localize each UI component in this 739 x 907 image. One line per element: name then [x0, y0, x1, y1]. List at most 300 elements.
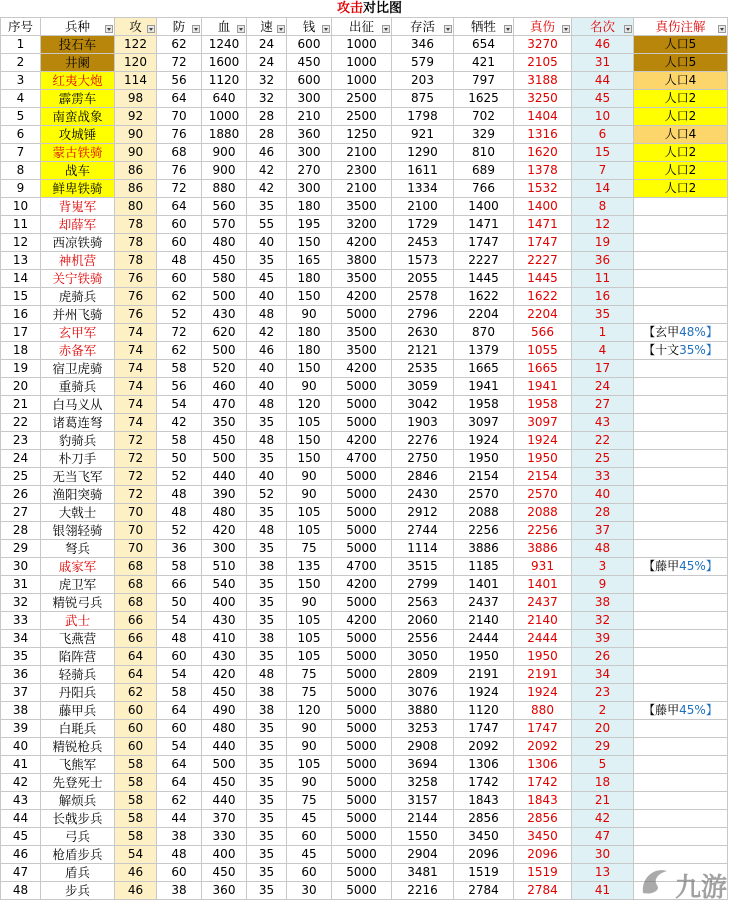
row-dmg[interactable]: 1742 [514, 774, 572, 792]
row-dead[interactable]: 1622 [454, 288, 514, 306]
row-note[interactable] [634, 540, 728, 558]
row-name[interactable]: 蒙古铁骑 [41, 144, 115, 162]
row-out[interactable]: 1250 [332, 126, 392, 144]
row-dmg[interactable]: 880 [514, 702, 572, 720]
row-atk[interactable]: 76 [115, 288, 157, 306]
table-row[interactable] [1, 576, 728, 594]
row-out[interactable]: 5000 [332, 306, 392, 324]
row-name[interactable]: 井阑 [41, 54, 115, 72]
row-spd[interactable]: 35 [247, 540, 287, 558]
table-row[interactable] [1, 792, 728, 810]
row-atk[interactable]: 58 [115, 756, 157, 774]
row-out[interactable]: 4200 [332, 288, 392, 306]
row-no[interactable]: 48 [1, 882, 41, 900]
row-dead[interactable]: 421 [454, 54, 514, 72]
row-atk[interactable]: 64 [115, 648, 157, 666]
row-rank[interactable]: 21 [572, 792, 634, 810]
row-spd[interactable]: 32 [247, 72, 287, 90]
table-row[interactable] [1, 882, 728, 900]
row-name[interactable]: 盾兵 [41, 864, 115, 882]
row-dead[interactable]: 2227 [454, 252, 514, 270]
row-spd[interactable]: 35 [247, 504, 287, 522]
row-def[interactable]: 60 [157, 720, 202, 738]
row-dmg[interactable]: 1941 [514, 378, 572, 396]
row-alive[interactable]: 2055 [392, 270, 454, 288]
row-def[interactable]: 58 [157, 558, 202, 576]
header-hp[interactable]: 血 [202, 18, 247, 36]
row-out[interactable]: 5000 [332, 378, 392, 396]
row-alive[interactable]: 3042 [392, 396, 454, 414]
row-def[interactable]: 64 [157, 702, 202, 720]
row-alive[interactable]: 2121 [392, 342, 454, 360]
row-dmg[interactable]: 2227 [514, 252, 572, 270]
row-spd[interactable]: 28 [247, 108, 287, 126]
row-note[interactable] [634, 810, 728, 828]
row-spd[interactable]: 48 [247, 522, 287, 540]
header-dmg[interactable]: 真伤 [514, 18, 572, 36]
row-name[interactable]: 西凉铁骑 [41, 234, 115, 252]
row-note[interactable] [634, 216, 728, 234]
table-row[interactable] [1, 738, 728, 756]
row-alive[interactable]: 2750 [392, 450, 454, 468]
row-atk[interactable]: 66 [115, 612, 157, 630]
row-rank[interactable]: 23 [572, 684, 634, 702]
table-row[interactable] [1, 162, 728, 180]
row-out[interactable]: 3500 [332, 324, 392, 342]
row-cost[interactable]: 90 [287, 738, 332, 756]
row-alive[interactable]: 2904 [392, 846, 454, 864]
row-dmg[interactable]: 1471 [514, 216, 572, 234]
row-no[interactable]: 18 [1, 342, 41, 360]
row-atk[interactable]: 58 [115, 810, 157, 828]
row-note[interactable] [634, 558, 728, 576]
row-out[interactable]: 5000 [332, 414, 392, 432]
row-no[interactable]: 34 [1, 630, 41, 648]
row-alive[interactable]: 2216 [392, 882, 454, 900]
row-alive[interactable]: 1114 [392, 540, 454, 558]
row-def[interactable]: 36 [157, 540, 202, 558]
row-cost[interactable]: 150 [287, 360, 332, 378]
row-dead[interactable]: 1185 [454, 558, 514, 576]
row-no[interactable]: 25 [1, 468, 41, 486]
row-atk[interactable]: 74 [115, 378, 157, 396]
row-no[interactable]: 31 [1, 576, 41, 594]
row-dmg[interactable]: 1958 [514, 396, 572, 414]
table-row[interactable] [1, 288, 728, 306]
row-dead[interactable]: 1747 [454, 234, 514, 252]
row-alive[interactable]: 2144 [392, 810, 454, 828]
row-note[interactable] [634, 288, 728, 306]
table-row[interactable] [1, 720, 728, 738]
row-no[interactable]: 27 [1, 504, 41, 522]
row-atk[interactable]: 58 [115, 792, 157, 810]
row-dmg[interactable]: 1620 [514, 144, 572, 162]
row-rank[interactable]: 28 [572, 504, 634, 522]
row-alive[interactable]: 921 [392, 126, 454, 144]
row-no[interactable]: 5 [1, 108, 41, 126]
row-cost[interactable]: 270 [287, 162, 332, 180]
row-dead[interactable]: 2444 [454, 630, 514, 648]
row-dead[interactable]: 1924 [454, 684, 514, 702]
row-out[interactable]: 5000 [332, 648, 392, 666]
row-out[interactable]: 5000 [332, 828, 392, 846]
row-cost[interactable]: 450 [287, 54, 332, 72]
row-out[interactable]: 1000 [332, 54, 392, 72]
row-spd[interactable]: 24 [247, 36, 287, 54]
row-out[interactable]: 3500 [332, 342, 392, 360]
row-no[interactable]: 24 [1, 450, 41, 468]
row-cost[interactable]: 90 [287, 378, 332, 396]
row-spd[interactable]: 52 [247, 486, 287, 504]
filter-dropdown-icon[interactable] [237, 25, 245, 33]
row-spd[interactable]: 48 [247, 666, 287, 684]
row-hp[interactable]: 1880 [202, 126, 247, 144]
row-spd[interactable]: 35 [247, 450, 287, 468]
row-dead[interactable]: 3097 [454, 414, 514, 432]
row-dead[interactable]: 1958 [454, 396, 514, 414]
row-dead[interactable]: 1924 [454, 432, 514, 450]
row-alive[interactable]: 3253 [392, 720, 454, 738]
row-hp[interactable]: 400 [202, 594, 247, 612]
row-dmg[interactable]: 1747 [514, 234, 572, 252]
row-dmg[interactable]: 1843 [514, 792, 572, 810]
row-rank[interactable]: 36 [572, 252, 634, 270]
row-alive[interactable]: 3880 [392, 702, 454, 720]
row-note[interactable] [634, 162, 728, 180]
row-atk[interactable]: 74 [115, 324, 157, 342]
row-spd[interactable]: 35 [247, 720, 287, 738]
row-cost[interactable]: 105 [287, 414, 332, 432]
row-name[interactable]: 丹阳兵 [41, 684, 115, 702]
row-name[interactable]: 枪盾步兵 [41, 846, 115, 864]
row-atk[interactable]: 58 [115, 828, 157, 846]
row-name[interactable]: 步兵 [41, 882, 115, 900]
row-no[interactable]: 7 [1, 144, 41, 162]
row-def[interactable]: 60 [157, 234, 202, 252]
row-atk[interactable]: 60 [115, 702, 157, 720]
row-out[interactable]: 2500 [332, 90, 392, 108]
row-alive[interactable]: 1729 [392, 216, 454, 234]
row-out[interactable]: 5000 [332, 702, 392, 720]
row-atk[interactable]: 54 [115, 846, 157, 864]
row-dmg[interactable]: 1401 [514, 576, 572, 594]
row-name[interactable]: 戚家军 [41, 558, 115, 576]
row-rank[interactable]: 31 [572, 54, 634, 72]
row-spd[interactable]: 42 [247, 162, 287, 180]
row-def[interactable]: 64 [157, 90, 202, 108]
row-note[interactable] [634, 144, 728, 162]
row-def[interactable]: 48 [157, 252, 202, 270]
row-name[interactable]: 诸葛连弩 [41, 414, 115, 432]
row-rank[interactable]: 27 [572, 396, 634, 414]
row-alive[interactable]: 1611 [392, 162, 454, 180]
row-atk[interactable]: 78 [115, 234, 157, 252]
row-cost[interactable]: 150 [287, 450, 332, 468]
row-rank[interactable]: 46 [572, 36, 634, 54]
row-dmg[interactable]: 3886 [514, 540, 572, 558]
row-note[interactable] [634, 378, 728, 396]
row-out[interactable]: 5000 [332, 666, 392, 684]
row-hp[interactable]: 580 [202, 270, 247, 288]
row-def[interactable]: 60 [157, 216, 202, 234]
row-name[interactable]: 大戟士 [41, 504, 115, 522]
row-name[interactable]: 无当飞军 [41, 468, 115, 486]
row-dmg[interactable]: 2256 [514, 522, 572, 540]
row-cost[interactable]: 90 [287, 594, 332, 612]
row-no[interactable]: 45 [1, 828, 41, 846]
row-alive[interactable]: 2846 [392, 468, 454, 486]
row-no[interactable]: 13 [1, 252, 41, 270]
row-cost[interactable]: 600 [287, 36, 332, 54]
table-row[interactable] [1, 396, 728, 414]
row-spd[interactable]: 46 [247, 144, 287, 162]
row-cost[interactable]: 150 [287, 576, 332, 594]
row-def[interactable]: 38 [157, 882, 202, 900]
row-rank[interactable]: 5 [572, 756, 634, 774]
row-hp[interactable]: 520 [202, 360, 247, 378]
row-hp[interactable]: 450 [202, 432, 247, 450]
row-dmg[interactable]: 1306 [514, 756, 572, 774]
row-cost[interactable]: 180 [287, 270, 332, 288]
row-atk[interactable]: 120 [115, 54, 157, 72]
row-dmg[interactable]: 2092 [514, 738, 572, 756]
row-no[interactable]: 42 [1, 774, 41, 792]
row-note[interactable] [634, 54, 728, 72]
row-cost[interactable]: 150 [287, 234, 332, 252]
table-row[interactable] [1, 666, 728, 684]
row-alive[interactable]: 3059 [392, 378, 454, 396]
row-dmg[interactable]: 1622 [514, 288, 572, 306]
row-spd[interactable]: 32 [247, 90, 287, 108]
row-dmg[interactable]: 2096 [514, 846, 572, 864]
row-rank[interactable]: 32 [572, 612, 634, 630]
row-note[interactable] [634, 324, 728, 342]
header-spd[interactable]: 速 [247, 18, 287, 36]
row-name[interactable]: 攻城锤 [41, 126, 115, 144]
row-dead[interactable]: 2256 [454, 522, 514, 540]
row-rank[interactable]: 4 [572, 342, 634, 360]
row-dmg[interactable]: 1055 [514, 342, 572, 360]
row-alive[interactable]: 3050 [392, 648, 454, 666]
row-atk[interactable]: 60 [115, 738, 157, 756]
row-atk[interactable]: 68 [115, 576, 157, 594]
row-hp[interactable]: 1000 [202, 108, 247, 126]
row-hp[interactable]: 300 [202, 540, 247, 558]
row-spd[interactable]: 42 [247, 180, 287, 198]
row-spd[interactable]: 40 [247, 360, 287, 378]
row-cost[interactable]: 105 [287, 756, 332, 774]
row-spd[interactable]: 35 [247, 612, 287, 630]
row-atk[interactable]: 72 [115, 432, 157, 450]
row-rank[interactable]: 18 [572, 774, 634, 792]
row-note[interactable] [634, 342, 728, 360]
row-out[interactable]: 2500 [332, 108, 392, 126]
row-atk[interactable]: 78 [115, 216, 157, 234]
row-dmg[interactable]: 1747 [514, 720, 572, 738]
row-rank[interactable]: 38 [572, 594, 634, 612]
table-row[interactable] [1, 774, 728, 792]
row-name[interactable]: 弩兵 [41, 540, 115, 558]
row-hp[interactable]: 330 [202, 828, 247, 846]
row-hp[interactable]: 360 [202, 882, 247, 900]
row-out[interactable]: 5000 [332, 738, 392, 756]
row-dmg[interactable]: 1950 [514, 450, 572, 468]
row-alive[interactable]: 2276 [392, 432, 454, 450]
row-hp[interactable]: 410 [202, 630, 247, 648]
row-hp[interactable]: 450 [202, 774, 247, 792]
row-hp[interactable]: 560 [202, 198, 247, 216]
row-hp[interactable]: 490 [202, 702, 247, 720]
row-hp[interactable]: 480 [202, 234, 247, 252]
row-cost[interactable]: 195 [287, 216, 332, 234]
row-atk[interactable]: 46 [115, 864, 157, 882]
row-dead[interactable]: 1401 [454, 576, 514, 594]
row-spd[interactable]: 38 [247, 630, 287, 648]
row-out[interactable]: 5000 [332, 684, 392, 702]
row-def[interactable]: 48 [157, 846, 202, 864]
row-name[interactable]: 赤备军 [41, 342, 115, 360]
row-rank[interactable]: 40 [572, 486, 634, 504]
row-rank[interactable]: 1 [572, 324, 634, 342]
row-hp[interactable]: 370 [202, 810, 247, 828]
row-alive[interactable]: 2100 [392, 198, 454, 216]
row-out[interactable]: 5000 [332, 810, 392, 828]
row-hp[interactable]: 1600 [202, 54, 247, 72]
table-row[interactable] [1, 810, 728, 828]
row-dmg[interactable]: 1400 [514, 198, 572, 216]
row-cost[interactable]: 105 [287, 612, 332, 630]
row-def[interactable]: 44 [157, 810, 202, 828]
row-cost[interactable]: 300 [287, 180, 332, 198]
row-atk[interactable]: 58 [115, 774, 157, 792]
row-cost[interactable]: 60 [287, 828, 332, 846]
row-def[interactable]: 38 [157, 828, 202, 846]
row-dmg[interactable]: 2570 [514, 486, 572, 504]
row-hp[interactable]: 400 [202, 846, 247, 864]
row-rank[interactable]: 13 [572, 864, 634, 882]
row-dead[interactable]: 2088 [454, 504, 514, 522]
row-rank[interactable]: 30 [572, 846, 634, 864]
filter-dropdown-icon[interactable] [105, 25, 113, 33]
row-hp[interactable]: 500 [202, 342, 247, 360]
row-alive[interactable]: 3157 [392, 792, 454, 810]
row-out[interactable]: 1000 [332, 72, 392, 90]
row-alive[interactable]: 3515 [392, 558, 454, 576]
row-spd[interactable]: 35 [247, 252, 287, 270]
row-def[interactable]: 60 [157, 270, 202, 288]
row-dead[interactable]: 1941 [454, 378, 514, 396]
row-dead[interactable]: 1471 [454, 216, 514, 234]
row-hp[interactable]: 1240 [202, 36, 247, 54]
row-dead[interactable]: 1747 [454, 720, 514, 738]
filter-dropdown-icon[interactable] [624, 25, 632, 33]
row-cost[interactable]: 600 [287, 72, 332, 90]
row-spd[interactable]: 35 [247, 828, 287, 846]
row-dead[interactable]: 1843 [454, 792, 514, 810]
row-atk[interactable]: 90 [115, 126, 157, 144]
row-cost[interactable]: 75 [287, 540, 332, 558]
row-dead[interactable]: 2856 [454, 810, 514, 828]
row-note[interactable] [634, 468, 728, 486]
row-name[interactable]: 霹雳车 [41, 90, 115, 108]
table-row[interactable] [1, 72, 728, 90]
table-row[interactable] [1, 342, 728, 360]
row-cost[interactable]: 150 [287, 288, 332, 306]
row-spd[interactable]: 48 [247, 432, 287, 450]
row-def[interactable]: 72 [157, 180, 202, 198]
row-cost[interactable]: 75 [287, 792, 332, 810]
table-row[interactable] [1, 522, 728, 540]
row-note[interactable] [634, 612, 728, 630]
row-dmg[interactable]: 2140 [514, 612, 572, 630]
row-out[interactable]: 3800 [332, 252, 392, 270]
row-atk[interactable]: 64 [115, 666, 157, 684]
row-dead[interactable]: 654 [454, 36, 514, 54]
row-atk[interactable]: 68 [115, 558, 157, 576]
row-rank[interactable]: 16 [572, 288, 634, 306]
row-dmg[interactable]: 566 [514, 324, 572, 342]
row-dmg[interactable]: 2204 [514, 306, 572, 324]
row-rank[interactable]: 6 [572, 126, 634, 144]
row-cost[interactable]: 60 [287, 864, 332, 882]
row-atk[interactable]: 60 [115, 720, 157, 738]
row-spd[interactable]: 40 [247, 378, 287, 396]
row-alive[interactable]: 2908 [392, 738, 454, 756]
row-alive[interactable]: 2430 [392, 486, 454, 504]
row-spd[interactable]: 35 [247, 846, 287, 864]
row-dead[interactable]: 1400 [454, 198, 514, 216]
row-dmg[interactable]: 1532 [514, 180, 572, 198]
table-row[interactable] [1, 180, 728, 198]
row-out[interactable]: 2100 [332, 144, 392, 162]
row-def[interactable]: 64 [157, 774, 202, 792]
row-def[interactable]: 68 [157, 144, 202, 162]
row-def[interactable]: 50 [157, 594, 202, 612]
row-out[interactable]: 4200 [332, 432, 392, 450]
row-dmg[interactable]: 2191 [514, 666, 572, 684]
row-alive[interactable]: 2799 [392, 576, 454, 594]
row-hp[interactable]: 510 [202, 558, 247, 576]
row-hp[interactable]: 900 [202, 162, 247, 180]
row-dmg[interactable]: 3188 [514, 72, 572, 90]
row-hp[interactable]: 450 [202, 864, 247, 882]
row-spd[interactable]: 35 [247, 738, 287, 756]
row-out[interactable]: 2300 [332, 162, 392, 180]
filter-dropdown-icon[interactable] [147, 25, 155, 33]
row-spd[interactable]: 38 [247, 558, 287, 576]
row-note[interactable] [634, 846, 728, 864]
row-name[interactable]: 飞熊军 [41, 756, 115, 774]
row-spd[interactable]: 46 [247, 342, 287, 360]
row-no[interactable]: 4 [1, 90, 41, 108]
row-rank[interactable]: 25 [572, 450, 634, 468]
row-dead[interactable]: 797 [454, 72, 514, 90]
row-hp[interactable]: 430 [202, 612, 247, 630]
row-def[interactable]: 42 [157, 414, 202, 432]
table-row[interactable] [1, 432, 728, 450]
filter-dropdown-icon[interactable] [718, 25, 726, 33]
row-note[interactable] [634, 270, 728, 288]
row-hp[interactable]: 350 [202, 414, 247, 432]
row-cost[interactable]: 30 [287, 882, 332, 900]
header-rank[interactable]: 名次 [572, 18, 634, 36]
row-alive[interactable]: 2563 [392, 594, 454, 612]
row-note[interactable] [634, 108, 728, 126]
row-rank[interactable]: 12 [572, 216, 634, 234]
row-out[interactable]: 4200 [332, 576, 392, 594]
row-no[interactable]: 10 [1, 198, 41, 216]
row-rank[interactable]: 11 [572, 270, 634, 288]
